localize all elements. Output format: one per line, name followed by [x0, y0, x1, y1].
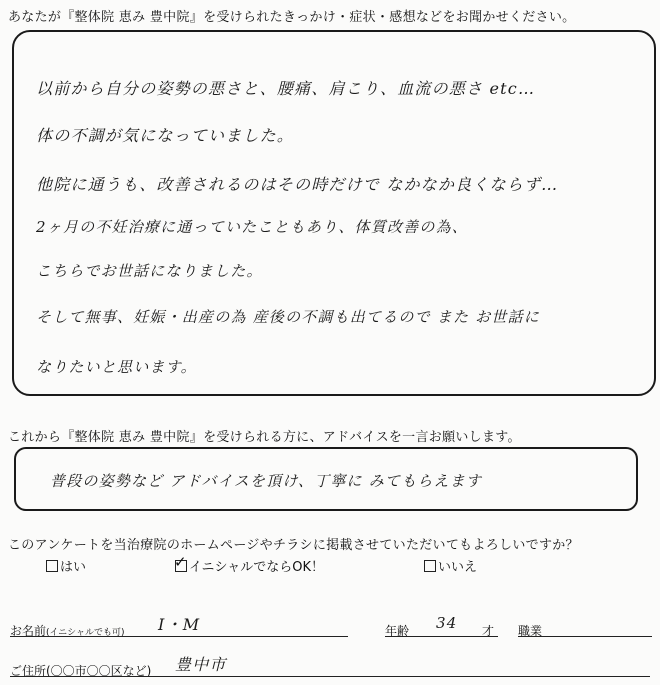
option-initials-ok[interactable] — [174, 552, 324, 575]
question-3-prompt: このアンケートを当治療院のホームページやチラシに掲載させていただいてもよろしいですか？ — [8, 538, 579, 553]
answer-2-text: 普段の姿勢など アドバイスを頂け、丁寧に みてもらえます — [50, 472, 483, 490]
option-yes-label: はい — [60, 560, 87, 575]
answer-1-line-4: 2ヶ月の不妊治療に通っていたこともあり、体質改善の為、 — [36, 218, 468, 236]
question-2-prompt: これから『整体院 恵み 豊中院』を受けられる方に、アドバイスを一言お願いします。 — [8, 430, 521, 445]
name-value: I・M — [158, 615, 201, 634]
option-no-label: いいえ — [438, 560, 478, 575]
address-underline — [10, 676, 650, 677]
name-note-text: (イニシャルでも可) — [46, 628, 125, 638]
age-unit: 才 — [482, 624, 495, 638]
answer-1-line-7: なりたいと思います。 — [36, 358, 197, 376]
name-label-text: お名前 — [10, 624, 47, 638]
address-field-label: ご住所(〇〇市〇〇区など) — [10, 664, 152, 678]
name-underline — [10, 636, 348, 637]
answer-1-line-5: こちらでお世話になりました。 — [36, 262, 263, 280]
age-field-label: 年齢 — [385, 624, 410, 638]
check-mark-icon: ✓ — [174, 552, 187, 571]
answer-1-line-2: 体の不調が気になっていました。 — [36, 126, 295, 145]
job-field-label: 職業 — [518, 624, 543, 638]
address-value: 豊中市 — [175, 655, 227, 674]
checkbox-yes[interactable] — [46, 560, 58, 572]
option-initials-ok-label: イニシャルでならOK！ — [189, 560, 324, 575]
question-1-prompt: あなたが『整体院 恵み 豊中院』を受けられたきっかけ・症状・感想などをお聞かせください。 — [8, 10, 576, 25]
answer-1-line-6: そして無事、妊娠・出産の為 産後の不調も出てるので また お世話に — [36, 308, 540, 326]
checkbox-no[interactable] — [424, 560, 436, 572]
option-yes[interactable] — [46, 556, 86, 575]
answer-1-line-3: 他院に通うも、改善されるのはその時だけで なかなか良くならず… — [36, 175, 559, 194]
option-no[interactable] — [424, 556, 477, 575]
job-underline — [518, 636, 652, 637]
age-underline — [385, 636, 498, 637]
age-value: 34 — [436, 614, 458, 632]
answer-1-line-1: 以前から自分の姿勢の悪さと、腰痛、肩こり、血流の悪さ etc… — [36, 79, 536, 98]
checkbox-initials-ok[interactable] — [174, 552, 187, 572]
